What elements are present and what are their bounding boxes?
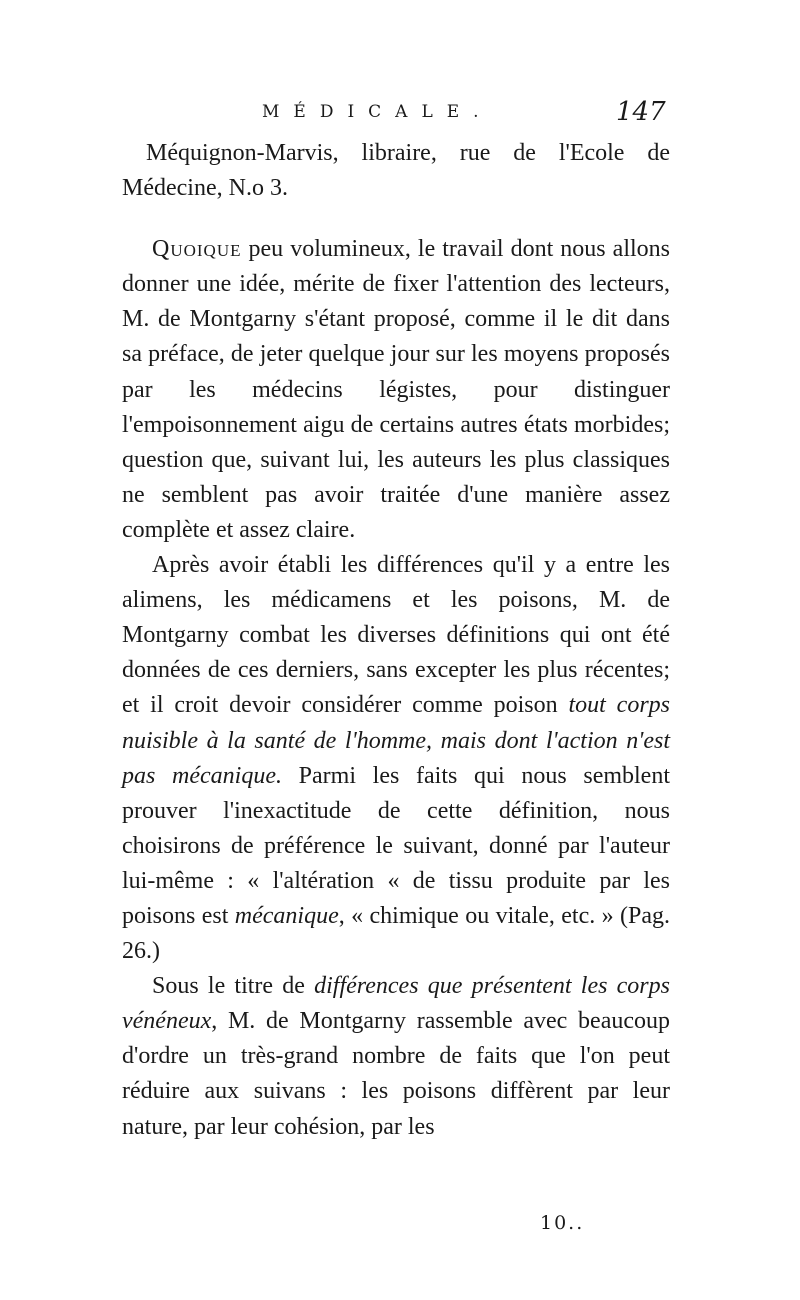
section-title-reference: différences que présentent les corps vénéneux <box>122 973 670 1035</box>
paragraph-2 <box>122 548 670 969</box>
paragraph-2-text-c: , « chimique ou vitale, etc. » (Pag. 26.) <box>122 902 670 965</box>
body-text <box>122 136 670 1145</box>
signature-mark: 10.. <box>540 1212 585 1234</box>
publisher-line: Méquignon-Marvis, libraire, rue de l'Ecole de Médecine, N.o 3. <box>122 140 670 202</box>
poison-definition: tout corps nuisible à la santé de l'homme, mais dont l'action n'est pas mécanique. <box>122 692 670 789</box>
page-number: 147 <box>616 97 666 127</box>
paragraph-1 <box>122 232 670 548</box>
running-title: MÉDICALE. <box>262 102 493 122</box>
mecanique-word: mécanique <box>234 902 339 929</box>
paragraph-3 <box>122 969 670 1144</box>
paragraph-1-lead: Quoique <box>152 236 242 263</box>
paragraph-1-text: peu volumineux, le travail dont nous allons donner une idée, mérite de fixer l'attention des lecteurs, M. de Montgarny s'étant proposé, comme il le dit dans sa préface, de jeter quelque jour sur les moyens proposés par les médecins légistes, pour distinguer l'empoisonnement aigu de certains autres états morbides; question que, suivant lui, les auteurs les plus classiques ne semblent pas avoir traitée d'une manière assez complète et assez claire. <box>122 236 670 543</box>
paragraph-2-text-b: Parmi les faits qui nous semblent prouver l'inexactitude de cette définition, nous choisirons de préférence le suivant, donné par l'auteur lui-même : « l'altération « de tissu produite par les poisons est <box>122 762 671 929</box>
paragraph-3-text-b: , M. de Montgarny rassemble avec beaucoup d'ordre un très-grand nombre de faits que l'on peut réduire aux suivans : les poisons diffèrent par leur nature, par leur cohésion, par les <box>122 1008 670 1140</box>
paragraph-3-text-a: Sous le titre de <box>152 973 315 1000</box>
paragraph-2-text-a: Après avoir établi les différences qu'il y a entre les alimens, les médicamens et les poisons, M. de Montgarny combat les diverses définitions qui ont été données de ces derniers, sans excepter les plus récentes; et il croit devoir considérer comme poison <box>122 552 670 719</box>
